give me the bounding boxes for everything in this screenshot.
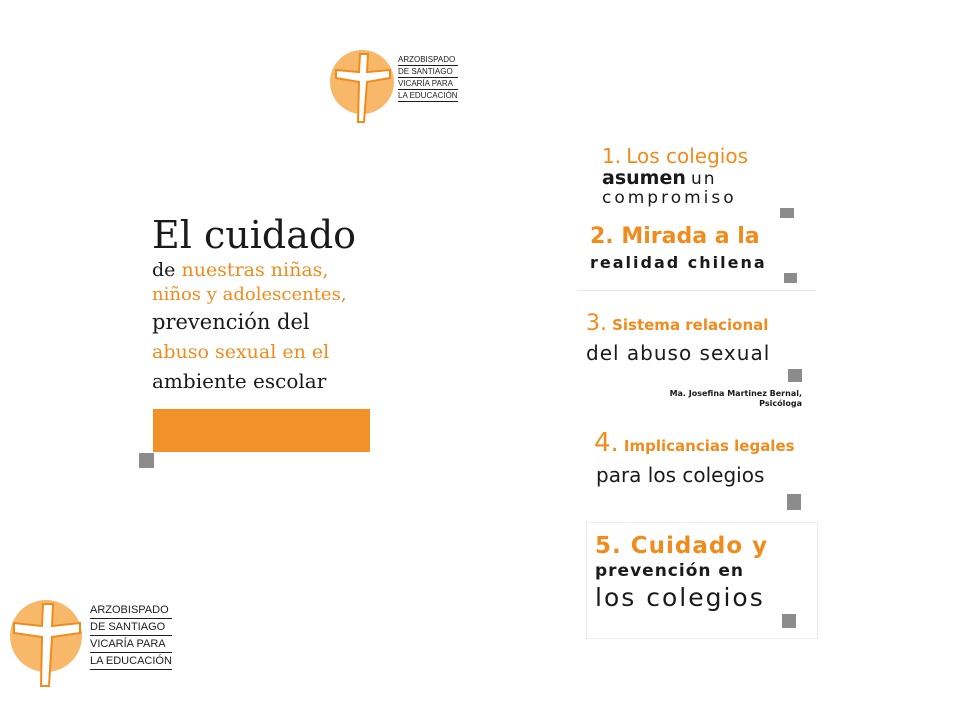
- section-3-square: [788, 369, 802, 382]
- section-5-title: 5. Cuidado y: [595, 533, 769, 559]
- logo-line: VICARÍA PARA: [398, 78, 458, 90]
- section-4-num: 4.: [594, 428, 619, 458]
- cross-icon: [330, 44, 398, 124]
- section-1: [590, 130, 808, 218]
- section-2-line2: realidad chilena: [590, 253, 767, 272]
- cover-line-6: ambiente escolar: [152, 369, 327, 393]
- logo-line: ARZOBISPADO: [90, 602, 172, 619]
- section-3-author: Ma. Josefina Martinez Bernal,: [669, 389, 802, 398]
- logo-top-text: [398, 54, 458, 102]
- logo-line: LA EDUCACIÓN: [90, 653, 172, 670]
- cover-line-5: abuso sexual en el: [152, 341, 330, 363]
- cover-line-4: prevención del: [152, 310, 310, 334]
- cover-square: [139, 453, 154, 468]
- logo-line: DE SANTIAGO: [398, 66, 458, 78]
- section-1-line2a: asumen: [602, 167, 686, 189]
- section-3-num: 3.: [586, 311, 607, 336]
- logo-top: [330, 44, 470, 124]
- logo-line: ARZOBISPADO: [398, 54, 458, 66]
- section-4-title: [594, 428, 795, 458]
- logo-bottom: [8, 590, 198, 690]
- logo-line: DE SANTIAGO: [90, 619, 172, 636]
- cover-line-3: niños y adolescentes,: [152, 284, 347, 305]
- section-1-title-text: Los colegios: [626, 144, 748, 168]
- cover-line-2b: nuestras niñas,: [181, 259, 329, 281]
- cross-icon: [8, 590, 88, 690]
- section-2: [578, 220, 816, 291]
- logo-line: VICARÍA PARA: [90, 636, 172, 653]
- section-4-line2: para los colegios: [596, 463, 765, 487]
- cover-line-2: [152, 258, 377, 283]
- section-1-line3: compromiso: [602, 188, 737, 208]
- logo-line: LA EDUCACIÓN: [398, 91, 458, 100]
- section-1-line2: [602, 167, 717, 189]
- section-5-line3: los colegios: [595, 583, 765, 612]
- section-4-title-text: Implicancias legales: [623, 437, 795, 455]
- section-4-square: [787, 494, 801, 510]
- section-3-role: Psicóloga: [759, 399, 802, 408]
- cover-line-2a: de: [152, 259, 176, 281]
- section-2-square: [784, 273, 797, 283]
- section-1-square: [780, 208, 794, 218]
- section-3-title-text: Sistema relacional: [612, 316, 769, 334]
- section-3: [578, 303, 816, 415]
- cover-title: [152, 212, 377, 395]
- section-3-title: [586, 311, 768, 336]
- section-1-line2b: un: [690, 169, 717, 189]
- section-3-line2: del abuso sexual: [586, 341, 771, 365]
- section-5-line2: prevención en: [595, 561, 745, 581]
- cover-line-1: El cuidado: [152, 213, 357, 257]
- section-5-square: [782, 614, 796, 628]
- section-2-title: 2. Mirada a la: [590, 224, 760, 249]
- logo-bottom-text: [90, 602, 172, 670]
- section-4: [590, 418, 808, 518]
- section-1-title: [602, 144, 748, 168]
- section-1-num: 1.: [602, 144, 622, 168]
- cover-orange-bar: [153, 409, 370, 452]
